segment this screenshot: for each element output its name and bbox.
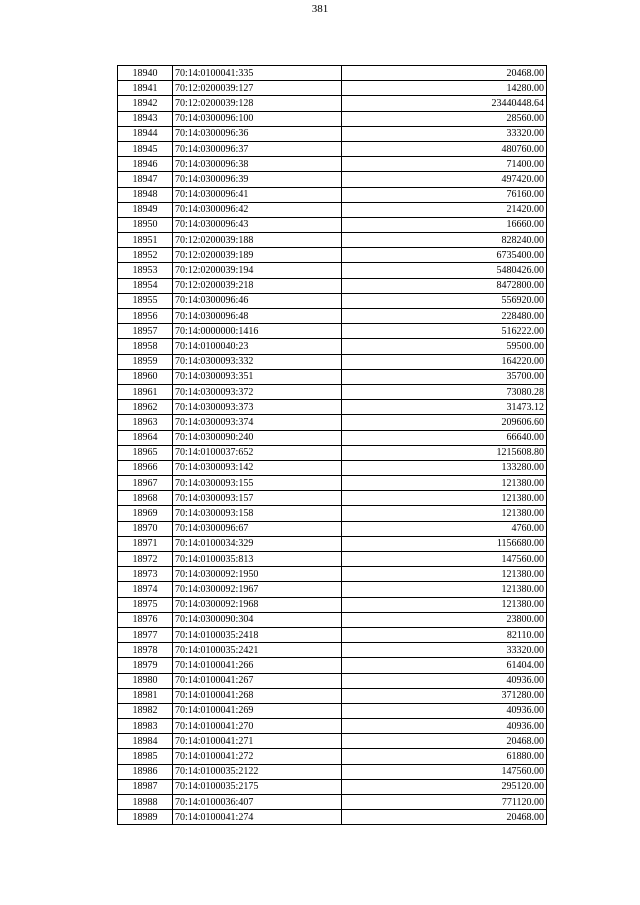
table-row	[118, 263, 547, 278]
table-row	[118, 795, 547, 810]
value-cell: 771120.00	[342, 795, 547, 810]
cadastral-number-cell: 70:14:0300090:240	[173, 430, 342, 445]
cadastral-number-cell: 70:14:0300096:42	[173, 202, 342, 217]
cadastral-number-cell: 70:14:0300096:38	[173, 157, 342, 172]
value-cell: 295120.00	[342, 779, 547, 794]
value-cell: 20468.00	[342, 810, 547, 825]
value-cell: 76160.00	[342, 187, 547, 202]
row-number-cell: 18954	[118, 278, 173, 293]
row-number-cell: 18981	[118, 688, 173, 703]
table-row	[118, 445, 547, 460]
value-cell: 5480426.00	[342, 263, 547, 278]
cadastral-number-cell: 70:12:0200039:194	[173, 263, 342, 278]
table-row	[118, 627, 547, 642]
row-number-cell: 18946	[118, 157, 173, 172]
value-cell: 121380.00	[342, 476, 547, 491]
value-cell: 59500.00	[342, 339, 547, 354]
value-cell: 61880.00	[342, 749, 547, 764]
row-number-cell: 18968	[118, 491, 173, 506]
table-row	[118, 734, 547, 749]
cadastral-number-cell: 70:14:0100040:23	[173, 339, 342, 354]
row-number-cell: 18956	[118, 309, 173, 324]
value-cell: 147560.00	[342, 552, 547, 567]
value-cell: 147560.00	[342, 764, 547, 779]
row-number-cell: 18952	[118, 248, 173, 263]
cadastral-number-cell: 70:14:0300093:332	[173, 354, 342, 369]
cadastral-number-cell: 70:14:0300093:155	[173, 476, 342, 491]
value-cell: 121380.00	[342, 506, 547, 521]
cadastral-number-cell: 70:14:0100035:2175	[173, 779, 342, 794]
cadastral-number-cell: 70:12:0200039:128	[173, 96, 342, 111]
cadastral-number-cell: 70:14:0000000:1416	[173, 324, 342, 339]
table-row	[118, 597, 547, 612]
cadastral-number-cell: 70:14:0100041:267	[173, 673, 342, 688]
table-row	[118, 202, 547, 217]
value-cell: 40936.00	[342, 673, 547, 688]
value-cell: 33320.00	[342, 643, 547, 658]
table-row	[118, 460, 547, 475]
row-number-cell: 18941	[118, 81, 173, 96]
row-number-cell: 18961	[118, 384, 173, 399]
table-row	[118, 491, 547, 506]
cadastral-number-cell: 70:12:0200039:218	[173, 278, 342, 293]
table-row	[118, 764, 547, 779]
table-row	[118, 309, 547, 324]
row-number-cell: 18964	[118, 430, 173, 445]
table-row	[118, 400, 547, 415]
table-row	[118, 324, 547, 339]
table-row	[118, 233, 547, 248]
cadastral-number-cell: 70:14:0100035:2418	[173, 627, 342, 642]
row-number-cell: 18943	[118, 111, 173, 126]
value-cell: 556920.00	[342, 293, 547, 308]
cadastral-number-cell: 70:14:0300093:157	[173, 491, 342, 506]
value-cell: 66640.00	[342, 430, 547, 445]
table-row	[118, 111, 547, 126]
cadastral-number-cell: 70:14:0100035:2122	[173, 764, 342, 779]
row-number-cell: 18962	[118, 400, 173, 415]
row-number-cell: 18957	[118, 324, 173, 339]
table-row	[118, 248, 547, 263]
cadastral-number-cell: 70:14:0300096:39	[173, 172, 342, 187]
page-number: 381	[311, 3, 329, 15]
table-row	[118, 536, 547, 551]
table-row	[118, 612, 547, 627]
cadastral-number-cell: 70:14:0300093:351	[173, 369, 342, 384]
cadastral-number-cell: 70:14:0100041:269	[173, 703, 342, 718]
value-cell: 828240.00	[342, 233, 547, 248]
value-cell: 497420.00	[342, 172, 547, 187]
row-number-cell: 18955	[118, 293, 173, 308]
row-number-cell: 18969	[118, 506, 173, 521]
value-cell: 71400.00	[342, 157, 547, 172]
cadastral-number-cell: 70:14:0300093:142	[173, 460, 342, 475]
value-cell: 516222.00	[342, 324, 547, 339]
cadastral-number-cell: 70:14:0100035:813	[173, 552, 342, 567]
cadastral-number-cell: 70:14:0300096:67	[173, 521, 342, 536]
value-cell: 20468.00	[342, 734, 547, 749]
row-number-cell: 18984	[118, 734, 173, 749]
table-row	[118, 673, 547, 688]
value-cell: 23440448.64	[342, 96, 547, 111]
value-cell: 23800.00	[342, 612, 547, 627]
cadastral-number-cell: 70:14:0300093:373	[173, 400, 342, 415]
value-cell: 371280.00	[342, 688, 547, 703]
cadastral-number-cell: 70:12:0200039:189	[173, 248, 342, 263]
value-cell: 82110.00	[342, 627, 547, 642]
cadastral-number-cell: 70:14:0300096:37	[173, 141, 342, 156]
table-row	[118, 81, 547, 96]
value-cell: 8472800.00	[342, 278, 547, 293]
table-row	[118, 96, 547, 111]
table-row	[118, 582, 547, 597]
row-number-cell: 18976	[118, 612, 173, 627]
table-row	[118, 703, 547, 718]
cadastral-number-cell: 70:14:0300096:100	[173, 111, 342, 126]
value-cell: 61404.00	[342, 658, 547, 673]
row-number-cell: 18975	[118, 597, 173, 612]
row-number-cell: 18958	[118, 339, 173, 354]
cadastral-number-cell: 70:14:0300096:48	[173, 309, 342, 324]
value-cell: 1215608.80	[342, 445, 547, 460]
value-cell: 40936.00	[342, 703, 547, 718]
value-cell: 209606.60	[342, 415, 547, 430]
row-number-cell: 18953	[118, 263, 173, 278]
row-number-cell: 18988	[118, 795, 173, 810]
row-number-cell: 18948	[118, 187, 173, 202]
table-row	[118, 217, 547, 232]
row-number-cell: 18980	[118, 673, 173, 688]
row-number-cell: 18989	[118, 810, 173, 825]
cadastral-number-cell: 70:14:0300092:1968	[173, 597, 342, 612]
row-number-cell: 18983	[118, 719, 173, 734]
row-number-cell: 18965	[118, 445, 173, 460]
table-row	[118, 66, 547, 81]
row-number-cell: 18940	[118, 66, 173, 81]
table-row	[118, 278, 547, 293]
row-number-cell: 18977	[118, 627, 173, 642]
value-cell: 133280.00	[342, 460, 547, 475]
cadastral-number-cell: 70:14:0300093:158	[173, 506, 342, 521]
value-cell: 1156680.00	[342, 536, 547, 551]
cadastral-number-cell: 70:14:0300096:36	[173, 126, 342, 141]
cadastral-number-cell: 70:14:0300090:304	[173, 612, 342, 627]
row-number-cell: 18974	[118, 582, 173, 597]
row-number-cell: 18971	[118, 536, 173, 551]
row-number-cell: 18985	[118, 749, 173, 764]
table-row	[118, 719, 547, 734]
table-row	[118, 415, 547, 430]
table-row	[118, 187, 547, 202]
table-row	[118, 354, 547, 369]
cadastral-number-cell: 70:12:0200039:127	[173, 81, 342, 96]
row-number-cell: 18959	[118, 354, 173, 369]
cadastral-number-cell: 70:14:0100041:268	[173, 688, 342, 703]
value-cell: 6735400.00	[342, 248, 547, 263]
table-row	[118, 172, 547, 187]
cadastral-number-cell: 70:14:0100041:335	[173, 66, 342, 81]
row-number-cell: 18963	[118, 415, 173, 430]
table-row	[118, 476, 547, 491]
row-number-cell: 18967	[118, 476, 173, 491]
cadastral-number-cell: 70:14:0100041:270	[173, 719, 342, 734]
cadastral-number-cell: 70:14:0300093:374	[173, 415, 342, 430]
value-cell: 21420.00	[342, 202, 547, 217]
table-row	[118, 521, 547, 536]
table-row	[118, 643, 547, 658]
cadastral-number-cell: 70:14:0100041:274	[173, 810, 342, 825]
value-cell: 121380.00	[342, 567, 547, 582]
row-number-cell: 18942	[118, 96, 173, 111]
cadastral-number-cell: 70:14:0100037:652	[173, 445, 342, 460]
row-number-cell: 18982	[118, 703, 173, 718]
table-row	[118, 384, 547, 399]
value-cell: 73080.28	[342, 384, 547, 399]
table-row	[118, 126, 547, 141]
cadastral-number-cell: 70:14:0300093:372	[173, 384, 342, 399]
table-row	[118, 779, 547, 794]
table-body	[118, 66, 547, 825]
table-row	[118, 339, 547, 354]
cadastral-number-cell: 70:14:0100036:407	[173, 795, 342, 810]
cadastral-number-cell: 70:14:0300096:46	[173, 293, 342, 308]
value-cell: 40936.00	[342, 719, 547, 734]
table-row	[118, 141, 547, 156]
row-number-cell: 18970	[118, 521, 173, 536]
value-cell: 4760.00	[342, 521, 547, 536]
value-cell: 121380.00	[342, 491, 547, 506]
cadastral-number-cell: 70:14:0100041:272	[173, 749, 342, 764]
cadastral-number-cell: 70:14:0100041:271	[173, 734, 342, 749]
cadastral-number-cell: 70:12:0200039:188	[173, 233, 342, 248]
value-cell: 480760.00	[342, 141, 547, 156]
cadastral-number-cell: 70:14:0300096:43	[173, 217, 342, 232]
cadastral-number-cell: 70:14:0100041:266	[173, 658, 342, 673]
cadastral-number-cell: 70:14:0300092:1950	[173, 567, 342, 582]
table-row	[118, 552, 547, 567]
value-cell: 31473.12	[342, 400, 547, 415]
cadastral-value-table	[117, 65, 547, 825]
row-number-cell: 18987	[118, 779, 173, 794]
value-cell: 33320.00	[342, 126, 547, 141]
cadastral-number-cell: 70:14:0100035:2421	[173, 643, 342, 658]
row-number-cell: 18972	[118, 552, 173, 567]
value-cell: 20468.00	[342, 66, 547, 81]
table-row	[118, 293, 547, 308]
table-row	[118, 430, 547, 445]
value-cell: 164220.00	[342, 354, 547, 369]
row-number-cell: 18950	[118, 217, 173, 232]
table-row	[118, 369, 547, 384]
cadastral-number-cell: 70:14:0300096:41	[173, 187, 342, 202]
table-row	[118, 688, 547, 703]
value-cell: 16660.00	[342, 217, 547, 232]
table-row	[118, 506, 547, 521]
cadastral-number-cell: 70:14:0300092:1967	[173, 582, 342, 597]
row-number-cell: 18951	[118, 233, 173, 248]
cadastral-number-cell: 70:14:0100034:329	[173, 536, 342, 551]
value-cell: 121380.00	[342, 582, 547, 597]
table-row	[118, 658, 547, 673]
table-row	[118, 810, 547, 825]
table-row	[118, 749, 547, 764]
row-number-cell: 18960	[118, 369, 173, 384]
row-number-cell: 18947	[118, 172, 173, 187]
row-number-cell: 18944	[118, 126, 173, 141]
table-row	[118, 567, 547, 582]
row-number-cell: 18949	[118, 202, 173, 217]
row-number-cell: 18966	[118, 460, 173, 475]
row-number-cell: 18979	[118, 658, 173, 673]
value-cell: 121380.00	[342, 597, 547, 612]
row-number-cell: 18986	[118, 764, 173, 779]
value-cell: 35700.00	[342, 369, 547, 384]
value-cell: 14280.00	[342, 81, 547, 96]
row-number-cell: 18973	[118, 567, 173, 582]
row-number-cell: 18945	[118, 141, 173, 156]
row-number-cell: 18978	[118, 643, 173, 658]
table-row	[118, 157, 547, 172]
value-cell: 228480.00	[342, 309, 547, 324]
value-cell: 28560.00	[342, 111, 547, 126]
